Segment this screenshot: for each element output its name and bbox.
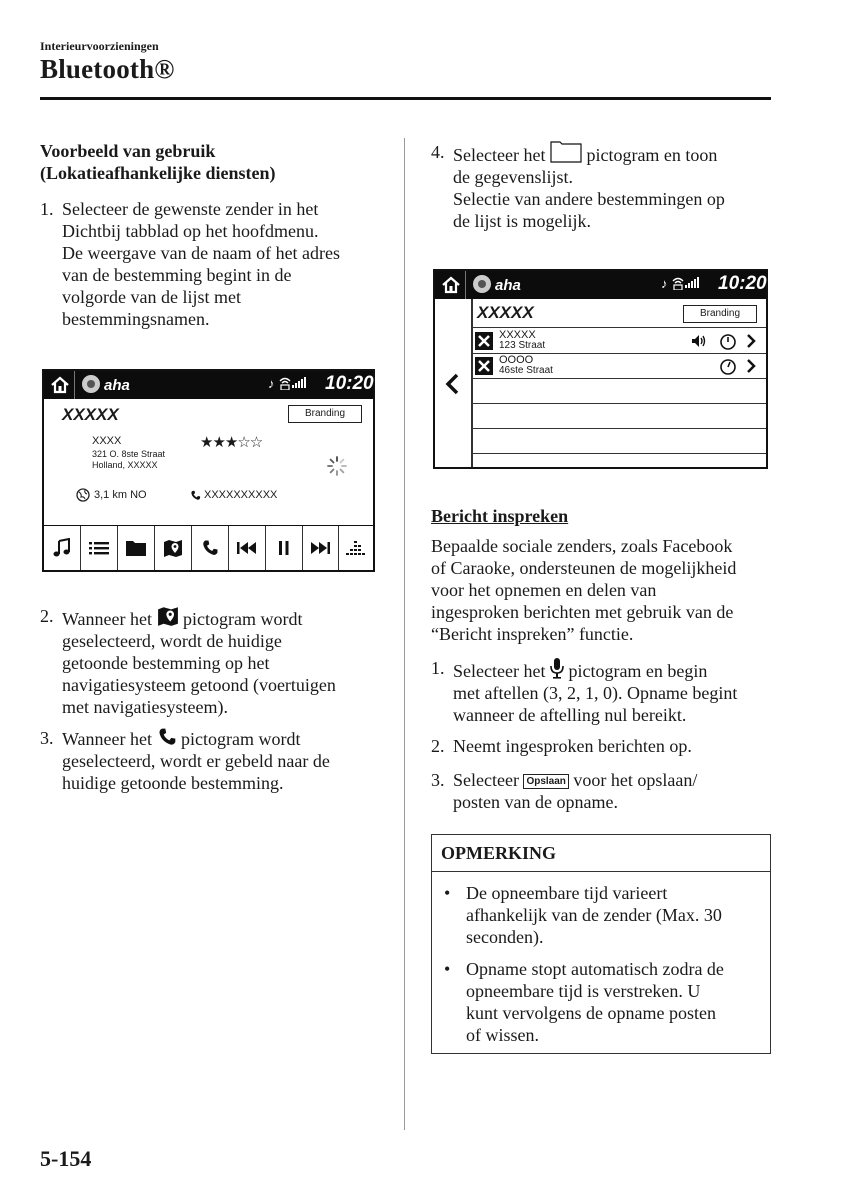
microphone-icon	[550, 657, 564, 679]
page-number: 5-154	[40, 1146, 92, 1171]
loading-spinner-icon	[326, 455, 348, 477]
destination-address-2: Holland, XXXXX	[92, 460, 158, 470]
wifi-icon	[278, 376, 292, 390]
pause-button[interactable]	[265, 526, 303, 570]
music-button[interactable]	[44, 526, 81, 570]
save-button[interactable]: Opslaan	[523, 774, 568, 789]
aha-logo-icon	[82, 375, 100, 393]
branding-button[interactable]: Branding	[288, 405, 362, 423]
phone-button[interactable]	[191, 526, 229, 570]
list-item[interactable]	[471, 379, 766, 404]
list-item[interactable]: OOOO 46ste Straat	[471, 354, 766, 379]
status-icons: ♪	[661, 276, 701, 291]
radio-screen-nearby	[42, 369, 375, 572]
distance: 3,1 km NO	[94, 489, 147, 501]
home-icon[interactable]	[50, 375, 70, 395]
destination-name: XXXX	[92, 435, 122, 447]
bottom-toolbar	[44, 525, 373, 570]
app-name: aha	[495, 277, 521, 294]
chevron-right-icon[interactable]	[746, 359, 756, 373]
phone-number: XXXXXXXXXX	[204, 489, 278, 501]
branding-button[interactable]: Branding	[683, 305, 757, 323]
skip-forward-icon	[310, 541, 330, 555]
status-icons: ♪	[268, 376, 308, 391]
folder-button[interactable]	[117, 526, 155, 570]
phone-small-icon	[190, 490, 201, 501]
clock: 10:20	[325, 373, 374, 394]
timer-icon[interactable]	[719, 332, 737, 350]
intro-paragraph: Bepaalde sociale zenders, zoals Facebook of Caraoke, ondersteunen de mogelijkheid voor het opnemen en delen van ingesproken berichten met gebruik van de “Bericht inspreken” functie.	[431, 536, 737, 644]
app-name: aha	[104, 377, 130, 394]
aha-logo-icon	[473, 275, 491, 293]
section-heading: Bericht inspreken	[431, 506, 569, 526]
pause-icon	[279, 541, 289, 555]
folder-icon	[126, 540, 146, 556]
previous-button[interactable]	[228, 526, 266, 570]
map-icon	[157, 605, 179, 627]
map-button[interactable]	[154, 526, 192, 570]
close-icon[interactable]	[475, 357, 493, 375]
page-title: Bluetooth®	[40, 54, 175, 84]
map-icon	[163, 538, 183, 558]
equalizer-icon	[346, 539, 366, 557]
list-item[interactable]	[471, 429, 766, 454]
next-button[interactable]	[302, 526, 339, 570]
list-button[interactable]	[80, 526, 118, 570]
chevron-right-icon[interactable]	[746, 334, 756, 348]
clock: 10:20	[718, 273, 767, 294]
example-heading: Voorbeeld van gebruik (Lokatieafhankelijke diensten)	[40, 141, 276, 183]
phone-icon	[201, 539, 219, 557]
status-bar	[44, 371, 373, 399]
music-note-icon	[53, 538, 71, 558]
speaker-icon	[691, 334, 707, 348]
home-icon[interactable]	[441, 275, 461, 295]
status-bar	[435, 271, 766, 299]
section-label: Interieurvoorzieningen	[40, 39, 159, 53]
column-divider	[404, 138, 405, 1130]
signal-icon	[292, 376, 308, 388]
list-icon	[89, 541, 109, 555]
close-icon[interactable]	[475, 332, 493, 350]
list-header	[471, 299, 766, 328]
station-title: XXXXX	[62, 405, 119, 424]
back-arrow-icon[interactable]	[445, 373, 461, 395]
globe-icon	[76, 488, 90, 502]
timer-icon[interactable]	[719, 357, 737, 375]
equalizer-button[interactable]	[338, 526, 373, 570]
note-header: OPMERKING	[432, 835, 770, 872]
phone-icon	[157, 727, 177, 747]
signal-icon	[685, 276, 701, 288]
skip-back-icon	[237, 541, 257, 555]
destination-address-1: 321 O. 8ste Straat	[92, 449, 166, 459]
list-item[interactable]	[471, 404, 766, 429]
note-box: OPMERKING • De opneembare tijd varieert afhankelijk van de zender (Max. 30 seconden). • Opname stopt automatisch zodra de opneembare tijd is verstreken. U kunt vervolgens de opname posten of wissen.	[431, 834, 771, 1054]
rating-stars: ★★★☆☆	[200, 434, 263, 451]
station-title: XXXXX	[477, 303, 534, 322]
list-item[interactable]: XXXXX 123 Straat	[471, 329, 766, 354]
folder-outline-icon	[550, 141, 582, 163]
header-rule	[40, 97, 771, 100]
wifi-icon	[671, 276, 685, 290]
radio-screen-list	[433, 269, 768, 469]
